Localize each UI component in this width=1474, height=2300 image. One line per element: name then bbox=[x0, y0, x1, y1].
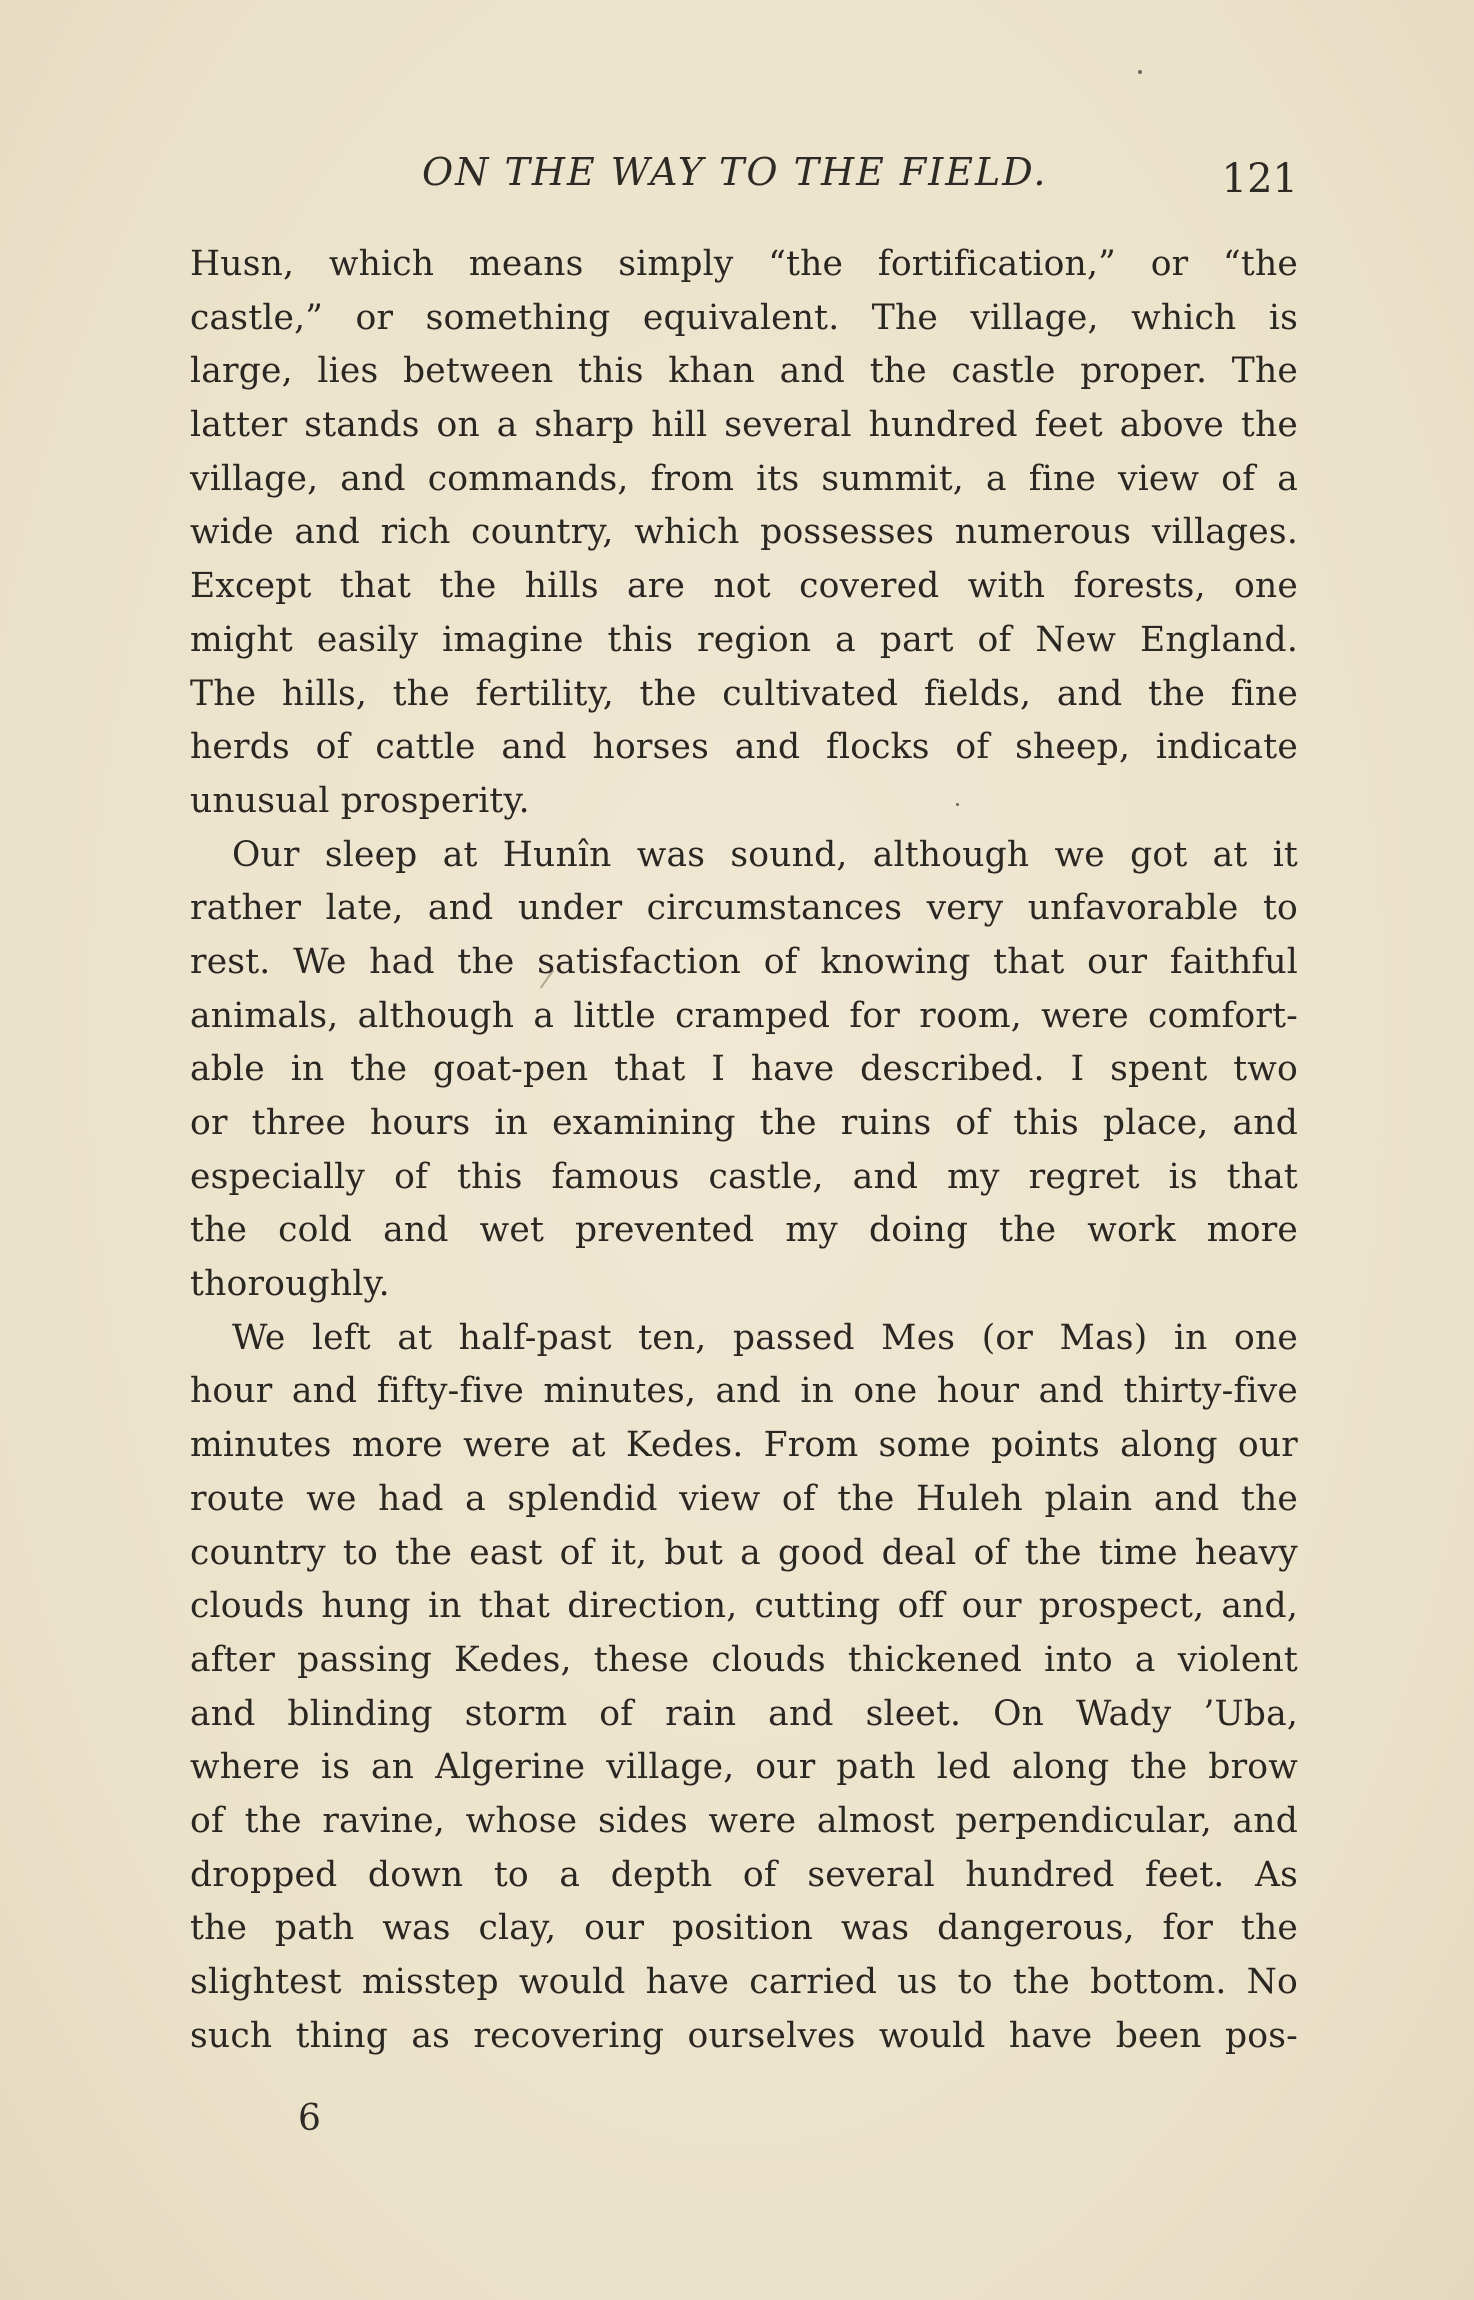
text-line: Except that the hills are not covered with forests, one bbox=[190, 566, 1298, 607]
text-line: animals, although a little cramped for room, were comfort- bbox=[190, 995, 1298, 1036]
text-line: hour and fifty-five minutes, and in one hour and thirty-five bbox=[190, 1371, 1298, 1412]
text-line: or three hours in examining the ruins of this place, and bbox=[190, 1103, 1298, 1143]
paper-speck bbox=[1138, 70, 1142, 74]
text-line: able in the goat-pen that I have described. I spent two bbox=[190, 1049, 1298, 1090]
text-line: thoroughly. bbox=[190, 1264, 390, 1305]
text-line: where is an Algerine village, our path led along the brow bbox=[190, 1747, 1298, 1788]
text-line: of the ravine, whose sides were almost perpendicular, and bbox=[190, 1800, 1298, 1841]
signature-mark: 6 bbox=[298, 2098, 321, 2139]
text-line: rest. We had the satisfaction of knowing that our faithful bbox=[190, 941, 1298, 982]
text-line: clouds hung in that direction, cutting off our prospect, and, bbox=[190, 1586, 1298, 1627]
text-line: Husn, which means simply “the fortification,” or “the bbox=[190, 244, 1298, 284]
text-line: The hills, the fertility, the cultivated fields, and the fine bbox=[190, 673, 1298, 714]
text-line: dropped down to a depth of several hundred feet. As bbox=[190, 1854, 1298, 1895]
text-line: castle,” or something equivalent. The village, which is bbox=[190, 297, 1298, 338]
page-number: 121 bbox=[1221, 156, 1298, 202]
text-line: large, lies between this khan and the castle proper. The bbox=[190, 351, 1298, 392]
page-header bbox=[190, 150, 1298, 210]
text-line: route we had a splendid view of the Huleh plain and the bbox=[190, 1478, 1298, 1519]
text-line: country to the east of it, but a good deal of the time heavy bbox=[190, 1532, 1298, 1573]
text-line: unusual prosperity. bbox=[190, 780, 530, 821]
body-text bbox=[190, 238, 1298, 2063]
text-line: rather late, and under circumstances very unfavorable to bbox=[190, 888, 1298, 929]
text-line: especially of this famous castle, and my regret is that bbox=[190, 1156, 1298, 1197]
text-line: latter stands on a sharp hill several hundred feet above the bbox=[190, 405, 1298, 446]
text-line: the path was clay, our position was dangerous, for the bbox=[190, 1908, 1298, 1949]
text-line: such thing as recovering ourselves would have been pos- bbox=[190, 2015, 1298, 2056]
text-line: might easily imagine this region a part of New England. bbox=[190, 619, 1298, 660]
text-line: Our sleep at Hunîn was sound, although we got at it bbox=[232, 834, 1298, 875]
text-line: after passing Kedes, these clouds thickened into a violent bbox=[190, 1639, 1298, 1680]
text-line: and blinding storm of rain and sleet. On Wady ’Uba, bbox=[190, 1693, 1298, 1734]
running-title: ON THE WAY TO THE FIELD. bbox=[422, 150, 1048, 194]
text-line: village, and commands, from its summit, a fine view of a bbox=[190, 458, 1298, 499]
text-line: the cold and wet prevented my doing the work more bbox=[190, 1210, 1298, 1251]
text-line: herds of cattle and horses and flocks of sheep, indicate bbox=[190, 727, 1298, 768]
text-line: minutes more were at Kedes. From some points along our bbox=[190, 1425, 1298, 1466]
text-line: wide and rich country, which possesses numerous villages. bbox=[190, 512, 1298, 553]
text-line: We left at half-past ten, passed Mes (or Mas) in one bbox=[232, 1317, 1298, 1358]
text-line: slightest misstep would have carried us to the bottom. No bbox=[190, 1962, 1298, 2002]
